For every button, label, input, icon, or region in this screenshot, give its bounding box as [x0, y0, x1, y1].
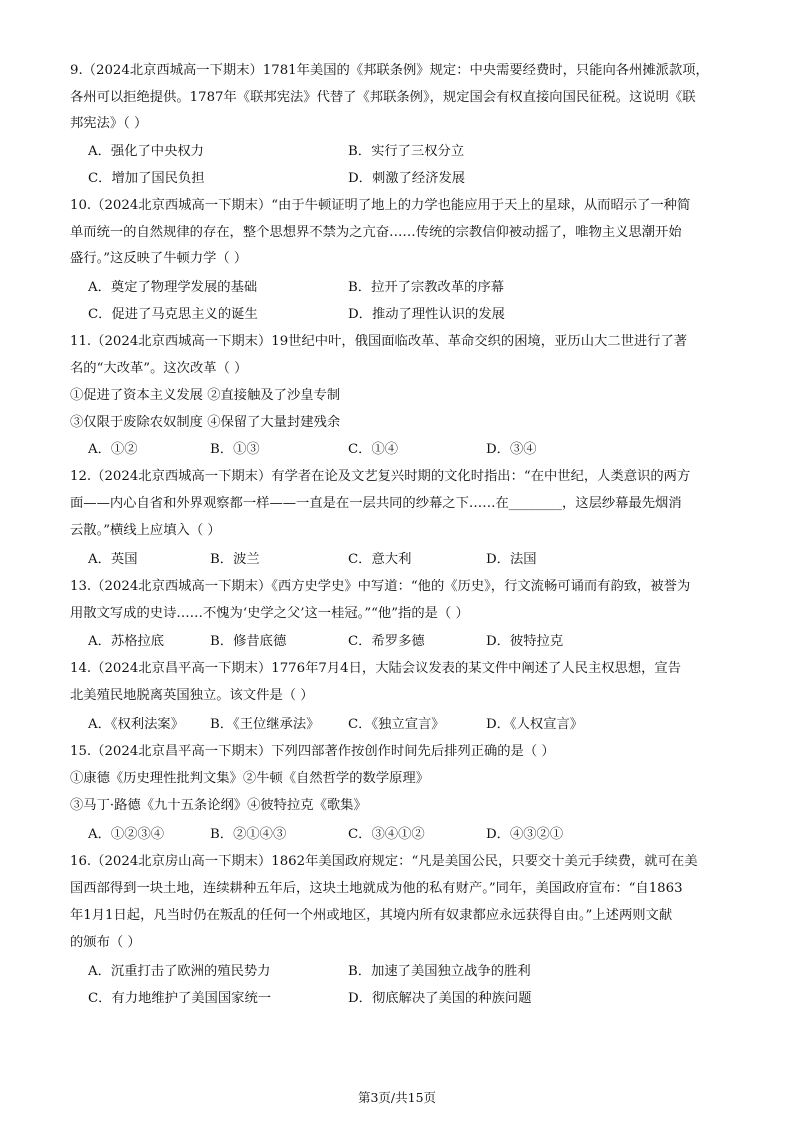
question-16-line-3: 年1月1日起，凡当时仍在叛乱的任何一个州或地区，其境内所有奴隶都应永远获得自由。”上述两则文献	[70, 908, 673, 923]
question-11-statements-2: ③仅限于废除农奴制度 ④保留了大量封建残余	[70, 415, 341, 430]
question-11-line-1: 11.（2024北京西城高一下期末）19世纪中叶，俄国面临改革、革命交织的困境，亚历山大二世进行了著	[70, 334, 688, 349]
question-14-option-c[interactable]: C．《独立宣言》	[348, 717, 445, 732]
question-10-option-c[interactable]: C．促进了马克思主义的诞生	[88, 307, 258, 322]
question-14-option-a[interactable]: A．《权利法案》	[88, 717, 185, 732]
question-12-option-a[interactable]: A．英国	[88, 552, 138, 567]
question-16-line-2: 国西部得到一块土地，连续耕种五年后，这块土地就成为他的私有财产。”同年，美国政府宣布：“自1863	[70, 881, 683, 896]
question-9-line-1: 9.（2024北京西城高一下期末）1781年美国的《邦联条例》规定：中央需要经费时，只能向各州摊派款项，	[70, 63, 709, 78]
question-15-option-b[interactable]: B．②①④③	[210, 827, 287, 842]
question-13-option-b[interactable]: B．修昔底德	[210, 634, 287, 649]
question-9-option-b[interactable]: B．实行了三权分立	[348, 144, 465, 159]
question-15-statements-2: ③马丁·路德《九十五条论纲》④彼特拉克《歌集》	[70, 798, 367, 813]
question-10-line-1: 10.（2024北京西城高一下期末）“由于牛顿证明了地上的力学也能应用于天上的星球，从而昭示了一种简	[70, 198, 691, 213]
question-9-option-a[interactable]: A．强化了中央权力	[88, 144, 204, 159]
question-11-line-2: 名的“大改革”。这次改革（ ）	[70, 361, 248, 376]
question-10-option-d[interactable]: D．推动了理性认识的发展	[348, 307, 505, 322]
question-12-line-3: 云散。”横线上应填入（ ）	[70, 523, 221, 538]
question-9-line-2: 各州可以拒绝提供。1787年《联邦宪法》代替了《邦联条例》，规定国会有权直接向国民征税。这说明《联	[70, 90, 696, 105]
question-16-line-4: 的颁布（ ）	[70, 935, 141, 950]
question-12-line-2: 面——内心自省和外界观察都一样——一直是在一层共同的纱幕之下……在________，这层纱幕最先烟消	[70, 496, 682, 511]
question-13-line-1: 13.（2024北京西城高一下期末）《西方史学史》中写道：“他的《历史》，行文流畅可诵而有韵致，被誉为	[70, 579, 691, 594]
question-15-option-a[interactable]: A．①②③④	[88, 827, 165, 842]
question-12-line-1: 12.（2024北京西城高一下期末）有学者在论及文艺复兴时期的文化时指出：“在中世纪，人类意识的两方	[70, 469, 691, 484]
question-16-option-d[interactable]: D．彻底解决了美国的种族问题	[348, 991, 532, 1006]
question-11-option-c[interactable]: C．①④	[348, 442, 399, 457]
question-14-line-2: 北美殖民地脱离英国独立。该文件是（ ）	[70, 688, 314, 703]
question-9-option-c[interactable]: C．增加了国民负担	[88, 171, 205, 186]
question-11-option-b[interactable]: B．①③	[210, 442, 260, 457]
page-number: 第3页/共15页	[357, 1090, 437, 1105]
question-11-option-d[interactable]: D．③④	[486, 442, 537, 457]
question-14-option-d[interactable]: D．《人权宣言》	[486, 717, 584, 732]
question-13-option-a[interactable]: A．苏格拉底	[88, 634, 165, 649]
question-9-line-3: 邦宪法》（ ）	[70, 116, 148, 131]
question-12-option-b[interactable]: B．波兰	[210, 552, 260, 567]
question-14-line-1: 14.（2024北京昌平高一下期末）1776年7月4日，大陆会议发表的某文件中阐述了人民主权思想，宣告	[70, 661, 682, 676]
question-15-line-1: 15.（2024北京昌平高一下期末）下列四部著作按创作时间先后排列正确的是（ ）	[70, 744, 555, 759]
question-13-line-2: 用散文写成的史诗……不愧为‘史学之父’这一桂冠。”“他”指的是（ ）	[70, 606, 469, 621]
question-16-option-c[interactable]: C．有力地维护了美国国家统一	[88, 991, 272, 1006]
question-10-option-a[interactable]: A．奠定了物理学发展的基础	[88, 280, 258, 295]
question-14-option-b[interactable]: B．《王位继承法》	[210, 717, 320, 732]
question-13-option-c[interactable]: C．希罗多德	[348, 634, 425, 649]
question-12-option-c[interactable]: C．意大利	[348, 552, 412, 567]
question-10-line-3: 盛行。”这反映了牛顿力学（ ）	[70, 251, 248, 266]
question-10-line-2: 单而统一的自然规律的存在，整个思想界不禁为之亢奋……传统的宗教信仰被动摇了，唯物主义思潮开始	[70, 225, 682, 240]
question-16-option-a[interactable]: A．沉重打击了欧洲的殖民势力	[88, 964, 271, 979]
question-12-option-d[interactable]: D．法国	[486, 552, 537, 567]
question-16-line-1: 16.（2024北京房山高一下期末）1862年美国政府规定：“凡是美国公民，只要交十美元手续费，就可在美	[70, 854, 698, 869]
question-15-option-d[interactable]: D．④③②①	[486, 827, 564, 842]
question-15-option-c[interactable]: C．③④①②	[348, 827, 425, 842]
question-11-option-a[interactable]: A．①②	[88, 442, 138, 457]
question-9-option-d[interactable]: D．刺激了经济发展	[348, 171, 466, 186]
question-16-option-b[interactable]: B．加速了美国独立战争的胜利	[348, 964, 531, 979]
question-13-option-d[interactable]: D．彼特拉克	[486, 634, 564, 649]
question-11-statements-1: ①促进了资本主义发展 ②直接触及了沙皇专制	[70, 388, 341, 403]
question-15-statements-1: ①康德《历史理性批判文集》②牛顿《自然哲学的数学原理》	[70, 771, 430, 786]
question-10-option-b[interactable]: B．拉开了宗教改革的序幕	[348, 280, 505, 295]
